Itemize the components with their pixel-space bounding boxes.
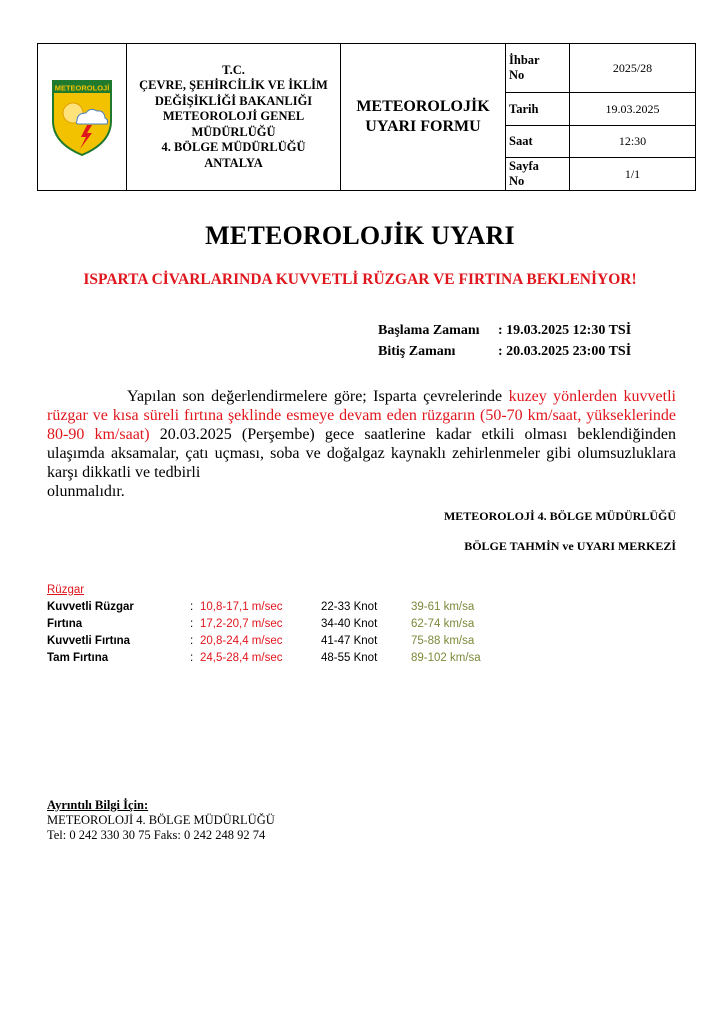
page-no-label: Sayfa No [506, 158, 570, 191]
document-title: METEOROLOJİK UYARI [205, 221, 515, 250]
time-label: Saat [506, 126, 570, 158]
wind-speed-highlight: kuzey yönlerden kuvvetli rüzgar ve kısa süreli fırtına şeklinde esmeye devam eden rüzgarın (50-70 km/saat, yükseklerinde 80-90 km/saat) [47, 388, 676, 443]
org-line: T.C. [222, 62, 245, 77]
start-time-value: : 19.03.2025 12:30 TSİ [498, 323, 632, 338]
form-title: METEOROLOJİK UYARI FORMU [341, 44, 506, 191]
wind-scale-table [47, 584, 481, 669]
validity-times [378, 320, 631, 362]
date-label: Tarih [506, 93, 570, 126]
meteoroloji-logo-icon [51, 77, 113, 157]
time-value: 12:30 [570, 126, 696, 158]
start-time-label: Başlama Zamanı [378, 323, 480, 338]
contact-office: METEOROLOJİ 4. BÖLGE MÜDÜRLÜĞÜ [47, 813, 275, 827]
org-line: MÜDÜRLÜĞÜ [191, 124, 276, 139]
contact-info [47, 798, 275, 843]
organization-block [127, 44, 341, 191]
org-line: ANTALYA [204, 155, 263, 170]
notice-no-label: İhbar No [506, 44, 570, 93]
org-line: ÇEVRE, ŞEHİRCİLİK VE İKLİM [139, 78, 328, 93]
contact-heading: Ayrıntılı Bilgi İçin: [47, 798, 149, 812]
header-table [37, 43, 696, 191]
org-line: METEOROLOJİ GENEL [162, 109, 305, 124]
wind-scale-row: Kuvvetli Rüzgar : 10,8-17,1 m/sec 22-33 Knot 39-61 km/sa [47, 601, 475, 613]
logo-cell [38, 44, 127, 191]
notice-no-value: 2025/28 [570, 44, 696, 93]
warning-body: Yapılan son değerlendirmelere göre; Isparta çevrelerinde kuzey yönlerden kuvvetli rüzgar ve kısa süreli fırtına şeklinde esmeye devam eden rüzgarın (50-70 km/saat, yükseklerinde 80-90 km/saat) 20.03.2025 (Perşembe) gece saatlerine kadar etkili olması beklendiğinden ulaşımda aksamalar, çatı uçması, soba ve doğalgaz kaynaklı zehirlenmeler gibi olumsuzluklara karşı dikkatli ve tedbirli olunmalıdır. [47, 388, 676, 500]
wind-scale-title: Rüzgar [47, 584, 85, 596]
svg-text:METEOROLOJİ: METEOROLOJİ [54, 83, 110, 93]
end-time-label: Bitiş Zamanı [378, 344, 456, 359]
end-time-value: : 20.03.2025 23:00 TSİ [498, 344, 632, 359]
signature-office: METEOROLOJİ 4. BÖLGE MÜDÜRLÜĞÜ [443, 509, 676, 523]
org-line: DEĞİŞİKLİĞİ BAKANLIĞI [154, 93, 313, 108]
wind-scale-row: Fırtına : 17,2-20,7 m/sec 34-40 Knot 62-74 km/sa [47, 618, 475, 630]
wind-scale-row: Tam Fırtına : 24,5-28,4 m/sec 48-55 Knot 89-102 km/sa [47, 652, 481, 664]
org-line: 4. BÖLGE MÜDÜRLÜĞÜ [161, 140, 306, 155]
wind-scale-row: Kuvvetli Fırtına : 20,8-24,4 m/sec 41-47 Knot 75-88 km/sa [47, 635, 475, 647]
date-value: 19.03.2025 [570, 93, 696, 126]
warning-subtitle: ISPARTA CİVARLARINDA KUVVETLİ RÜZGAR VE FIRTINA BEKLENİYOR! [83, 271, 637, 288]
signature-center: BÖLGE TAHMİN ve UYARI MERKEZİ [464, 539, 676, 553]
contact-phone: Tel: 0 242 330 30 75 Faks: 0 242 248 92 74 [47, 828, 266, 842]
page-no-value: 1/1 [570, 158, 696, 191]
